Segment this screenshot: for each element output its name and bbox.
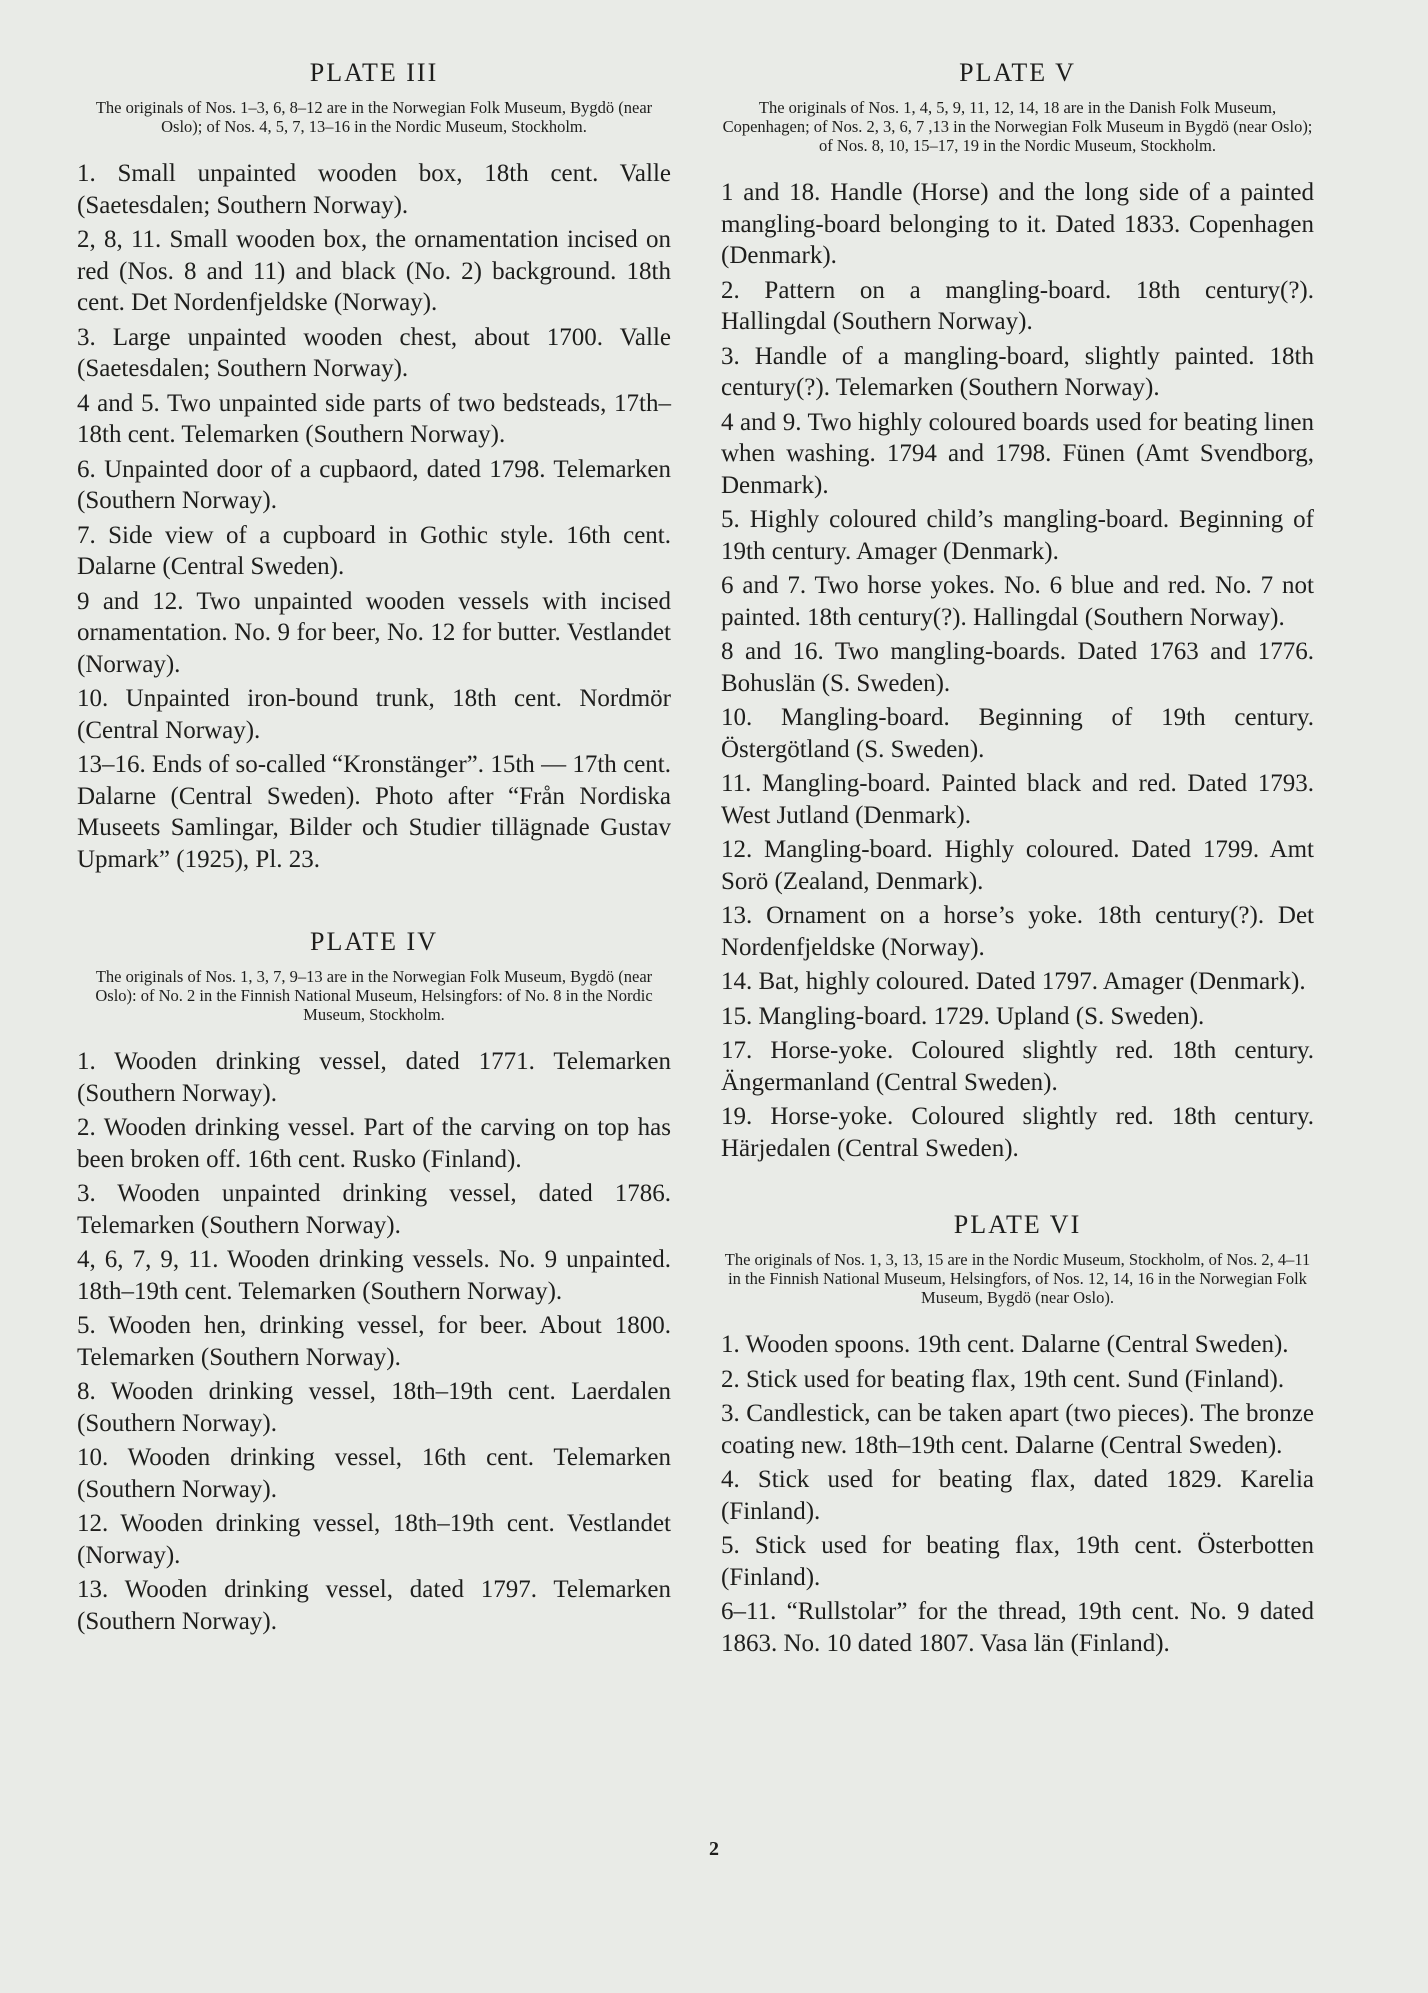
- plate-v-item: 17. Horse-yoke. Coloured slightly red. 18th century. Ängermanland (Central Sweden).: [721, 1037, 1314, 1096]
- plate-v-item: 5. Highly coloured child’s mangling-board. Beginning of 19th century. Amager (Denmark).: [721, 506, 1314, 565]
- plate-v-section: [721, 58, 1314, 1164]
- page-number: 2: [709, 1838, 719, 1860]
- plate-iii-item: 3. Large unpainted wooden chest, about 1700. Valle (Saetesdalen; Southern Norway).: [77, 323, 671, 382]
- plate-iv-item: 4, 6, 7, 9, 11. Wooden drinking vessels. No. 9 unpainted. 18th–19th cent. Telemarken (Southern Norway).: [77, 1246, 671, 1305]
- plate-iv-item: 12. Wooden drinking vessel, 18th–19th cent. Vestlandet (Norway).: [77, 1510, 671, 1569]
- plate-iii-item: 4 and 5. Two unpainted side parts of two bedsteads, 17th–18th cent. Telemarken (Southern Norway).: [77, 389, 671, 448]
- plate-iii-item: 9 and 12. Two unpainted wooden vessels with incised ornamentation. No. 9 for beer, No. 12 for butter. Vestlandet (Norway).: [77, 587, 671, 678]
- plate-iii-section: [77, 58, 671, 875]
- plate-v-item: 4 and 9. Two highly coloured boards used for beating linen when washing. 1794 and 1798. Fünen (Amt Svendborg, Denmark).: [721, 408, 1314, 499]
- plate-iv-item: 5. Wooden hen, drinking vessel, for beer. About 1800. Telemarken (Southern Norway).: [77, 1312, 671, 1371]
- plate-vi-item: 1. Wooden spoons. 19th cent. Dalarne (Central Sweden).: [721, 1331, 1289, 1358]
- plate-iii-title: PLATE III: [309, 58, 439, 87]
- plate-iv-title: PLATE IV: [310, 927, 438, 956]
- plate-v-item: 10. Mangling-board. Beginning of 19th century. Östergötland (S. Sweden).: [721, 704, 1314, 763]
- left-column: [77, 58, 671, 1640]
- plate-v-item: 6 and 7. Two horse yokes. No. 6 blue and red. No. 7 not painted. 18th century(?). Hallingdal (Southern Norway).: [721, 572, 1314, 631]
- plate-vi-intro: The originals of Nos. 1, 3, 13, 15 are in the Nordic Museum, Stockholm, of Nos. 2, 4–11 in the Finnish National Museum, Helsingfors, of Nos. 12, 14, 16 in the Norwegian Folk Museum, Bygdö (near Oslo).: [724, 1250, 1311, 1307]
- plate-iii-item: 2, 8, 11. Small wooden box, the ornamentation incised on red (Nos. 8 and 11) and black (No. 2) background. 18th cent. Det Nordenfjeldske (Norway).: [77, 226, 671, 316]
- plate-iii-item: 13–16. Ends of so-called “Kronstänger”. 15th — 17th cent. Dalarne (Central Sweden). Photo after “Från Nordiska Museets Samlingar, Bilder och Studier tillägnade Gustav Upmark” (1925), Pl. 23.: [77, 751, 671, 873]
- plate-vi-item: 6–11. “Rullstolar” for the thread, 19th cent. No. 9 dated 1863. No. 10 dated 1807. Vasa län (Finland).: [721, 1598, 1314, 1657]
- plate-iv-item: 1. Wooden drinking vessel, dated 1771. Telemarken (Southern Norway).: [77, 1048, 671, 1107]
- plate-iii-item: 7. Side view of a cupboard in Gothic style. 16th cent. Dalarne (Central Sweden).: [77, 521, 671, 580]
- plate-iv-item: 3. Wooden unpainted drinking vessel, dated 1786. Telemarken (Southern Norway).: [77, 1180, 671, 1239]
- plate-v-title: PLATE V: [959, 58, 1076, 87]
- plate-v-item: 15. Mangling-board. 1729. Upland (S. Sweden).: [721, 1002, 1205, 1030]
- plate-vi-item: 2. Stick used for beating flax, 19th cent. Sund (Finland).: [721, 1365, 1285, 1393]
- plate-iii-intro: The originals of Nos. 1–3, 6, 8–12 are in the Norwegian Folk Museum, Bygdö (near Oslo); of Nos. 4, 5, 7, 13–16 in the Nordic Museum, Stockholm.: [95, 98, 653, 136]
- plate-v-item: 2. Pattern on a mangling-board. 18th century(?). Hallingdal (Southern Norway).: [721, 276, 1314, 335]
- plate-vi-item: 3. Candlestick, can be taken apart (two pieces). The bronze coating new. 18th–19th cent. Dalarne (Central Sweden).: [721, 1400, 1314, 1459]
- plate-iv-item: 2. Wooden drinking vessel. Part of the carving on top has been broken off. 16th cent. Rusko (Finland).: [77, 1114, 671, 1173]
- plate-iii-item: 6. Unpainted door of a cupbaord, dated 1798. Telemarken (Southern Norway).: [77, 455, 671, 514]
- plate-iv-item: 8. Wooden drinking vessel, 18th–19th cent. Laerdalen (Southern Norway).: [77, 1378, 671, 1437]
- plate-v-item: 8 and 16. Two mangling-boards. Dated 1763 and 1776. Bohuslän (S. Sweden).: [721, 638, 1314, 697]
- plate-iv-item: 13. Wooden drinking vessel, dated 1797. Telemarken (Southern Norway).: [77, 1576, 671, 1635]
- plate-vi-section: [721, 1210, 1314, 1659]
- plate-v-item: 13. Ornament on a horse’s yoke. 18th century(?). Det Nordenfjeldske (Norway).: [721, 902, 1314, 961]
- plate-iv-intro: The originals of Nos. 1, 3, 7, 9–13 are in the Norwegian Folk Museum, Bygdö (near Oslo): of No. 2 in the Finnish National Museum, Helsingfors: of No. 8 in the Nordic Museum, Stockholm.: [95, 967, 653, 1024]
- plate-v-item: 3. Handle of a mangling-board, slightly painted. 18th century(?). Telemarken (Southern Norway).: [721, 342, 1314, 401]
- plate-iv-item: 10. Wooden drinking vessel, 16th cent. Telemarken (Southern Norway).: [77, 1444, 671, 1503]
- plate-v-item: 14. Bat, highly coloured. Dated 1797. Amager (Denmark).: [721, 968, 1306, 995]
- plate-iv-section: [77, 927, 671, 1637]
- plate-v-item: 19. Horse-yoke. Coloured slightly red. 18th century. Härjedalen (Central Sweden).: [721, 1103, 1314, 1162]
- plate-iii-item: 1. Small unpainted wooden box, 18th cent. Valle (Saetesdalen; Southern Norway).: [77, 160, 671, 219]
- plate-v-item: 1 and 18. Handle (Horse) and the long side of a painted mangling-board belonging to it. Dated 1833. Copenhagen (Denmark).: [721, 179, 1314, 269]
- plate-vi-item: 4. Stick used for beating flax, dated 1829. Karelia (Finland).: [721, 1466, 1314, 1525]
- plate-vi-item: 5. Stick used for beating flax, 19th cent. Österbotten (Finland).: [721, 1532, 1314, 1591]
- right-column: [721, 58, 1314, 1662]
- plate-v-intro: The originals of Nos. 1, 4, 5, 9, 11, 12, 14, 18 are in the Danish Folk Museum, Copenhagen; of Nos. 2, 3, 6, 7 ,13 in the Norwegian Folk Museum in Bygdö (near Oslo); of Nos. 8, 10, 15–17, 19 in the Nordic Museum, Stockholm.: [722, 98, 1313, 155]
- plate-iii-item: 10. Unpainted iron-bound trunk, 18th cent. Nordmör (Central Norway).: [77, 685, 671, 744]
- plate-v-item: 11. Mangling-board. Painted black and red. Dated 1793. West Jutland (Denmark).: [721, 770, 1314, 829]
- plate-vi-title: PLATE VI: [953, 1210, 1082, 1239]
- plate-v-item: 12. Mangling-board. Highly coloured. Dated 1799. Amt Sorö (Zealand, Denmark).: [721, 836, 1314, 895]
